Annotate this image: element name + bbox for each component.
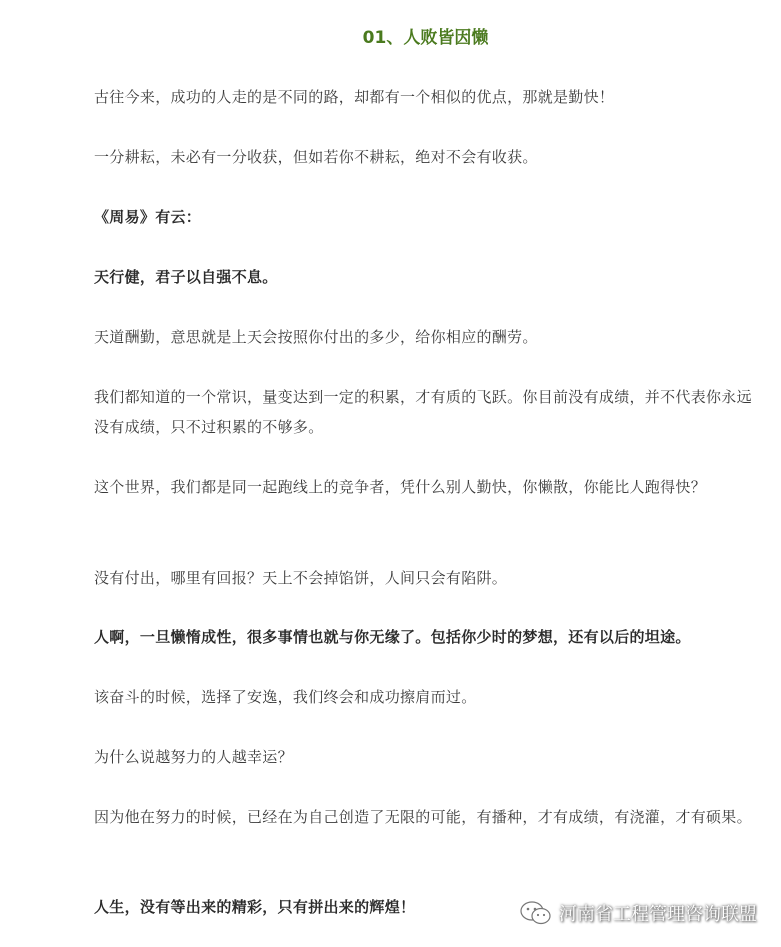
paragraph-12: 因为他在努力的时候，已经在为自己创造了无限的可能，有播种，才有成绩，有浇灌，才有硕果。	[94, 808, 752, 826]
paragraph-7: 这个世界，我们都是同一起跑线上的竞争者，凭什么别人勤快，你懒散，你能比人跑得快？	[94, 478, 707, 496]
paragraph-4: 天行健，君子以自强不息。	[94, 268, 278, 286]
paragraph-6: 我们都知道的一个常识，量变达到一定的积累，才有质的飞跃。你目前没有成绩，并不代表你永远没有成绩，只不过积累的不够多。	[94, 388, 752, 436]
paragraph-9: 人啊，一旦懒惰成性，很多事情也就与你无缘了。包括你少时的梦想，还有以后的坦途。	[94, 628, 691, 646]
paragraph-5: 天道酬勤，意思就是上天会按照你付出的多少，给你相应的酬劳。	[94, 328, 538, 346]
paragraph-3: 《周易》有云：	[94, 208, 202, 226]
paragraph-10: 该奋斗的时候，选择了安逸，我们终会和成功擦肩而过。	[94, 688, 477, 706]
paragraph-2: 一分耕耘，未必有一分收获，但如若你不耕耘，绝对不会有收获。	[94, 148, 538, 166]
watermark	[519, 898, 757, 928]
wechat-icon	[519, 900, 553, 926]
watermark-text: 河南省工程管理咨询联盟	[559, 904, 757, 925]
paragraph-1: 古往今来，成功的人走的是不同的路，却都有一个相似的优点，那就是勤快！	[94, 88, 615, 106]
section-title: 01、人败皆因懒	[362, 28, 489, 48]
paragraph-11: 为什么说越努力的人越幸运？	[94, 748, 293, 766]
paragraph-8: 没有付出，哪里有回报？天上不会掉馅饼，人间只会有陷阱。	[94, 569, 508, 587]
paragraph-13: 人生，没有等出来的精彩，只有拼出来的辉煌！	[94, 898, 416, 916]
